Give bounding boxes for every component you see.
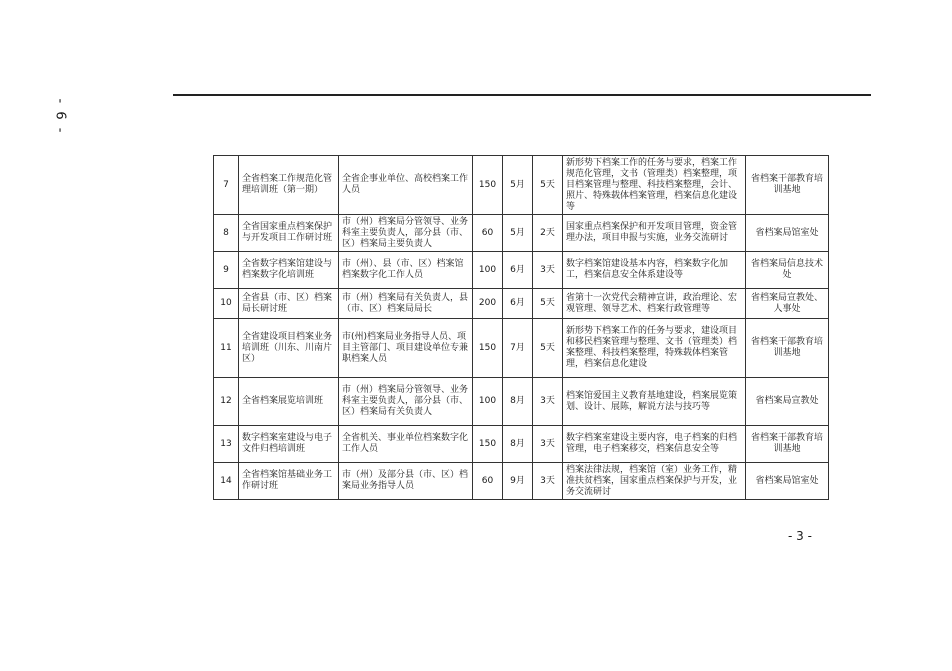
training-month: 8月	[503, 426, 533, 463]
organizer: 省档案干部教育培训基地	[746, 156, 829, 215]
training-content: 档案馆爱国主义教育基地建设，档案展览策划、设计、展陈，解说方法与技巧等	[563, 378, 746, 426]
organizer: 省档案局信息技术处	[746, 252, 829, 289]
training-month: 6月	[503, 289, 533, 319]
page-number: - 3 -	[788, 529, 812, 543]
table-row	[214, 426, 829, 463]
participant-count: 60	[473, 215, 503, 252]
training-days: 3天	[533, 426, 563, 463]
training-target: 市（州）档案局分管领导、业务科室主要负责人，部分县（市、区）档案局主要负责人	[339, 215, 473, 252]
training-days: 5天	[533, 319, 563, 378]
table-row	[214, 319, 829, 378]
training-content: 数字档案馆建设基本内容，档案数字化加工，档案信息安全体系建设等	[563, 252, 746, 289]
table-row	[214, 215, 829, 252]
training-target: 市（州）档案局有关负责人，县（市、区）档案局局长	[339, 289, 473, 319]
table-row	[214, 289, 829, 319]
training-days: 5天	[533, 156, 563, 215]
training-month: 9月	[503, 463, 533, 500]
training-content: 省第十一次党代会精神宣讲，政治理论、宏观管理、领导艺术、档案行政管理等	[563, 289, 746, 319]
participant-count: 100	[473, 378, 503, 426]
training-days: 3天	[533, 252, 563, 289]
organizer: 省档案局宣教处	[746, 378, 829, 426]
training-target: 市（州）档案局分管领导、业务科室主要负责人，部分县（市、区）档案局有关负责人	[339, 378, 473, 426]
training-month: 5月	[503, 215, 533, 252]
participant-count: 200	[473, 289, 503, 319]
participant-count: 150	[473, 156, 503, 215]
training-days: 2天	[533, 215, 563, 252]
training-plan-table	[213, 155, 829, 500]
training-content: 国家重点档案保护和开发项目管理，资金管理办法，项目申报与实施，业务交流研讨	[563, 215, 746, 252]
organizer: 省档案干部教育培训基地	[746, 426, 829, 463]
organizer: 省档案局宣教处、人事处	[746, 289, 829, 319]
row-number: 7	[214, 156, 239, 215]
table-row	[214, 252, 829, 289]
course-name: 全省国家重点档案保护与开发项目工作研讨班	[239, 215, 339, 252]
participant-count: 150	[473, 319, 503, 378]
training-days: 3天	[533, 378, 563, 426]
table-row	[214, 156, 829, 215]
training-content: 新形势下档案工作的任务与要求，建设项目和移民档案管理与整理、文书（管理类）档案整理、科技档案整理，特殊载体档案管理，档案信息化建设	[563, 319, 746, 378]
training-content: 新形势下档案工作的任务与要求，档案工作规范化管理，文书（管理类）档案整理，项目档案管理与整理、科技档案整理，会计、照片、特殊载体档案管理，档案信息化建设等	[563, 156, 746, 215]
row-number: 8	[214, 215, 239, 252]
header-rule	[173, 94, 871, 96]
training-month: 8月	[503, 378, 533, 426]
training-content: 数字档案室建设主要内容，电子档案的归档管理，电子档案移交，档案信息安全等	[563, 426, 746, 463]
organizer: 省档案局馆室处	[746, 215, 829, 252]
organizer: 省档案干部教育培训基地	[746, 319, 829, 378]
participant-count: 150	[473, 426, 503, 463]
training-target: 全省机关、事业单位档案数字化工作人员	[339, 426, 473, 463]
training-target: 市（州）及部分县（市、区）档案局业务指导人员	[339, 463, 473, 500]
participant-count: 100	[473, 252, 503, 289]
course-name: 全省档案馆基础业务工作研讨班	[239, 463, 339, 500]
training-target: 市(州)档案局业务指导人员、项目主管部门、项目建设单位专兼职档案人员	[339, 319, 473, 378]
row-number: 12	[214, 378, 239, 426]
course-name: 全省建设项目档案业务培训班（川东、川南片区）	[239, 319, 339, 378]
course-name: 全省县（市、区）档案局长研讨班	[239, 289, 339, 319]
training-days: 3天	[533, 463, 563, 500]
course-name: 全省档案工作规范化管理培训班（第一期）	[239, 156, 339, 215]
course-name: 全省数字档案馆建设与档案数字化培训班	[239, 252, 339, 289]
organizer: 省档案局馆室处	[746, 463, 829, 500]
training-days: 5天	[533, 289, 563, 319]
training-month: 6月	[503, 252, 533, 289]
table-row	[214, 378, 829, 426]
course-name: 全省档案展览培训班	[239, 378, 339, 426]
training-month: 5月	[503, 156, 533, 215]
row-number: 10	[214, 289, 239, 319]
row-number: 9	[214, 252, 239, 289]
training-month: 7月	[503, 319, 533, 378]
row-number: 11	[214, 319, 239, 378]
course-name: 数字档案室建设与电子文件归档培训班	[239, 426, 339, 463]
training-target: 全省企事业单位、高校档案工作人员	[339, 156, 473, 215]
training-target: 市（州）、县（市、区）档案馆档案数字化工作人员	[339, 252, 473, 289]
training-content: 档案法律法规，档案馆（室）业务工作，精准扶贫档案，国家重点档案保护与开发，业务交流研讨	[563, 463, 746, 500]
participant-count: 60	[473, 463, 503, 500]
margin-page-number: - 6 -	[52, 98, 68, 134]
row-number: 13	[214, 426, 239, 463]
row-number: 14	[214, 463, 239, 500]
table-row	[214, 463, 829, 500]
